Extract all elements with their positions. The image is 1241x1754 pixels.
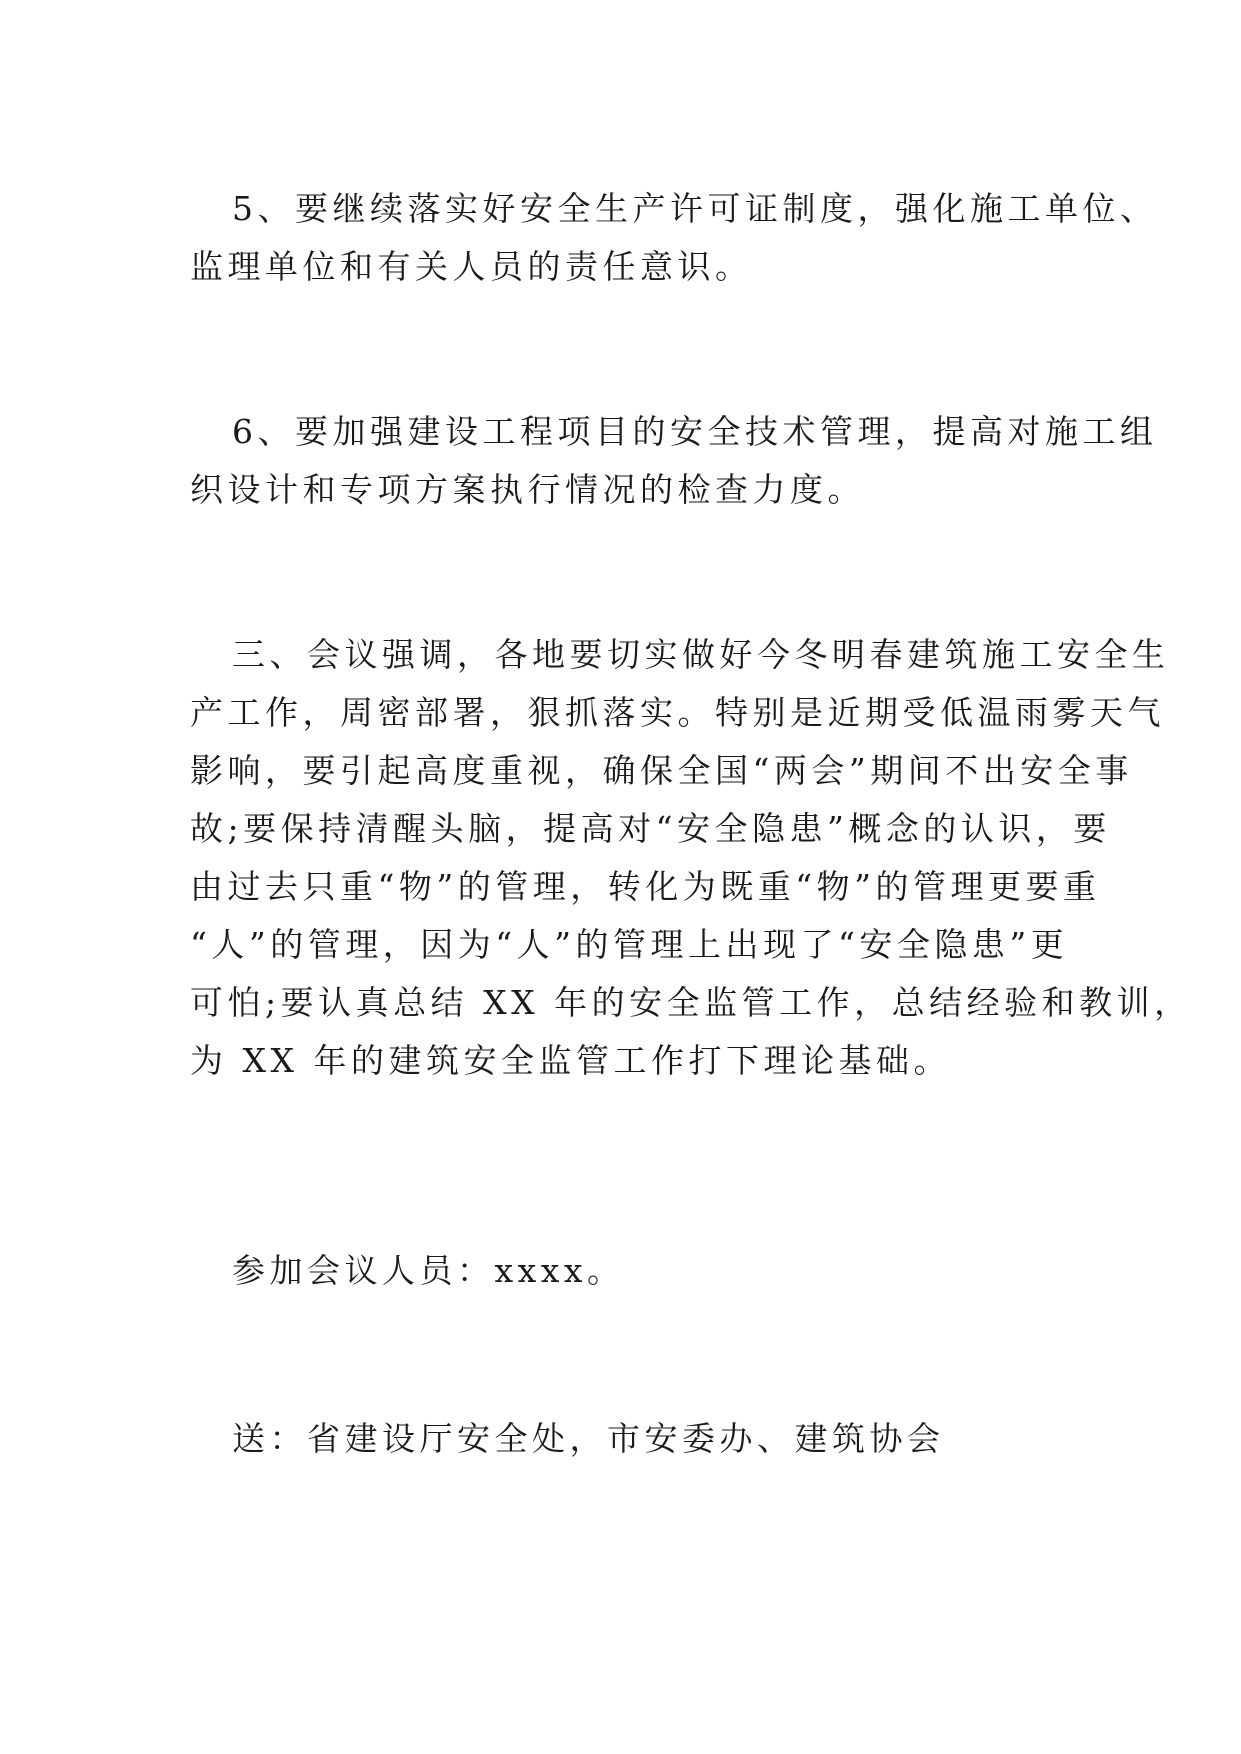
paragraph-section-3 — [190, 626, 1192, 1090]
text-line: 产工作，周密部署，狠抓落实。特别是近期受低温雨雾天气 — [190, 693, 1165, 732]
text-line: 6、要加强建设工程项目的安全技术管理，提高对施工组 — [232, 412, 1158, 451]
text-line: 参加会议人员：xxxx。 — [232, 1251, 625, 1290]
text-line: 影响，要引起高度重视，确保全国“两会”期间不出安全事 — [190, 751, 1133, 790]
paragraph-attendees — [190, 1242, 1070, 1300]
text-line: 三、会议强调，各地要切实做好今冬明春建筑施工安全生 — [232, 635, 1170, 674]
text-line: 为 XX 年的建筑安全监管工作打下理论基础。 — [190, 1041, 951, 1080]
text-line: 由过去只重“物”的管理，转化为既重“物”的管理更要重 — [190, 867, 1101, 906]
text-line: 监理单位和有关人员的责任意识。 — [190, 247, 753, 286]
text-line: 织设计和专项方案执行情况的检查力度。 — [190, 470, 865, 509]
text-line: 5、要继续落实好安全生产许可证制度，强化施工单位、 — [232, 189, 1158, 228]
text-line: “人”的管理，因为“人”的管理上出现了“安全隐患”更 — [190, 925, 1069, 964]
paragraph-item-5 — [190, 180, 1158, 296]
paragraph-item-6 — [190, 403, 1158, 519]
paragraph-distribution — [190, 1410, 1070, 1468]
text-line: 故;要保持清醒头脑，提高对“安全隐患”概念的认识，要 — [190, 809, 1111, 848]
text-line: 可怕;要认真总结 XX 年的安全监管工作，总结经验和教训， — [190, 983, 1192, 1022]
text-line: 送：省建设厅安全处，市安委办、建筑协会 — [232, 1419, 945, 1458]
